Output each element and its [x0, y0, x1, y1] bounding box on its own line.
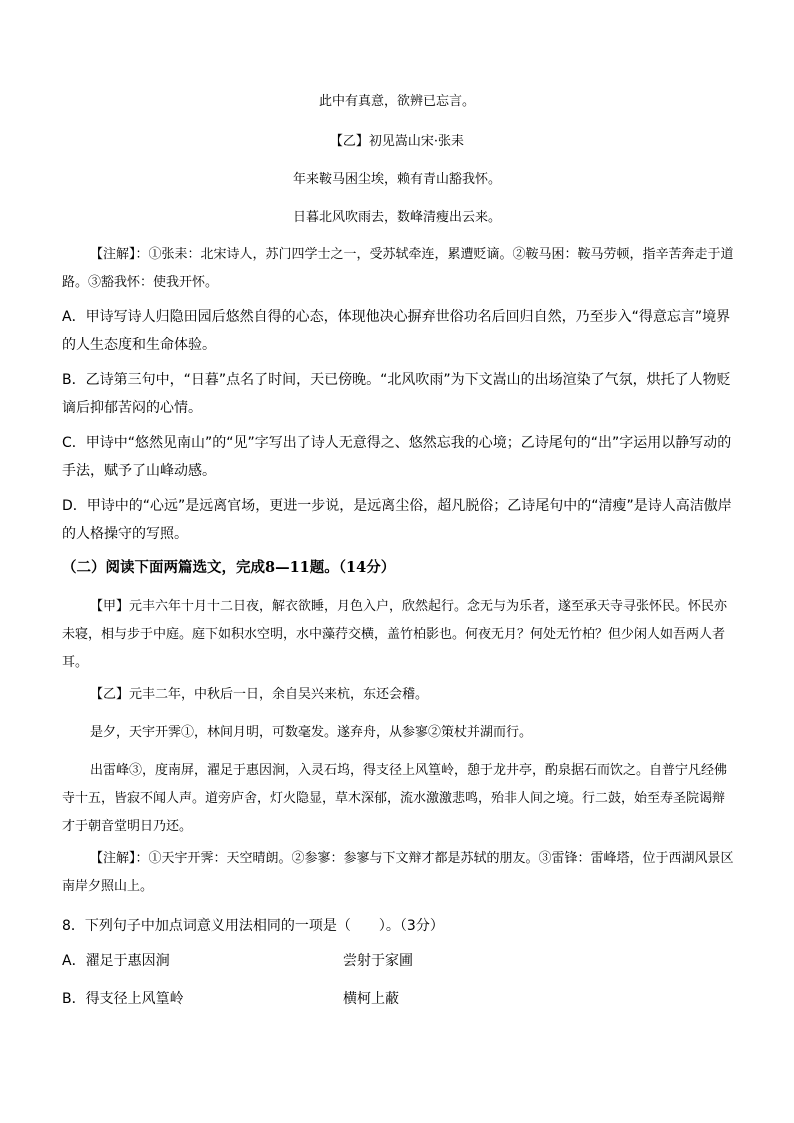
poem-yi-title: 【乙】初见嵩山宋·张耒	[329, 134, 465, 149]
poem-notes: 【注解】：①张耒：北宋诗人，苏门四学士之一，受苏轼牵连，累遭贬谪。②鞍马困：鞍马劳顿，指辛苦奔走于道路。③豁我怀：使我开怀。	[62, 247, 734, 290]
option-c: C．甲诗中“悠然见南山”的“见”字写出了诗人无意得之、悠然忘我的心境；乙诗尾句的“出”字运用以静写动的手法，赋予了山峰动感。	[62, 435, 732, 479]
q8-option-a-right: 尝射于家圃	[343, 953, 413, 969]
question-8-stem: 8．下列句子中加点词意义用法相同的一项是（ ）。（3分）	[62, 918, 444, 934]
option-b: B．乙诗第三句中，“日暮”点名了时间，天已傍晚。“北风吹雨”为下文嵩山的出场渲染了气氛，烘托了人物贬谪后抑郁苦闷的心情。	[62, 372, 731, 416]
prose-yi-paragraph-1: 【乙】元丰二年，中秋后一日，余自吴兴来杭，东还会稽。	[90, 687, 429, 702]
poem-yi-line-1: 年来鞍马困尘埃，赖有青山豁我怀。	[292, 172, 501, 187]
section-2-heading: （二）阅读下面两篇选文，完成8—11题。（14分）	[62, 559, 396, 576]
prose-yi-paragraph-3: 出雷峰③，度南屏，濯足于惠因涧，入灵石坞，得支径上风篁岭，憩于龙井亭，酌泉据石而饮之。自普宁凡经佛寺十五，皆寂不闻人声。道旁庐舍，灯火隐显，草木深郁，流水激激悲鸣，殆非人间之境。行二鼓，始至寿圣院谒辩才于朝音堂明日乃还。	[62, 763, 728, 834]
prose-jia: 【甲】元丰六年十月十二日夜，解衣欲睡，月色入户，欣然起行。念无与为乐者，遂至承天寺寻张怀民。怀民亦未寝，相与步于中庭。庭下如积水空明，水中藻荇交横，盖竹柏影也。何夜无月？何处无竹柏？但少闲人如吾两人者耳。	[62, 599, 728, 670]
q8-option-b-right: 横柯上蔽	[343, 991, 399, 1007]
q8-option-a-left: A．濯足于惠因涧	[62, 953, 170, 969]
prose-yi-paragraph-2: 是夕，天宇开霁①，林间月明，可数毫发。遂弃舟，从参寥②策杖并湖而行。	[90, 725, 533, 740]
option-a: A．甲诗写诗人归隐田园后悠然自得的心态，体现他决心摒弃世俗功名后回归自然，乃至步入“得意忘言”境界的人生态度和生命体验。	[62, 309, 731, 353]
prose-notes: 【注解】：①天宇开霁：天空晴朗。②参寥：参寥与下文辩才都是苏轼的朋友。③雷锋：雷峰塔，位于西湖风景区南岸夕照山上。	[62, 851, 734, 894]
q8-option-b-left: B．得支径上风篁岭	[62, 991, 184, 1007]
poem-yi-line-2: 日暮北风吹雨去，数峰清瘦出云来。	[292, 210, 501, 225]
option-d: D．甲诗中的“心远”是远离官场，更进一步说，是远离尘俗，超凡脱俗；乙诗尾句中的“清瘦”是诗人高洁傲岸的人格操守的写照。	[62, 498, 732, 542]
poem-jia-last-line: 此中有真意，欲辨已忘言。	[318, 94, 475, 109]
